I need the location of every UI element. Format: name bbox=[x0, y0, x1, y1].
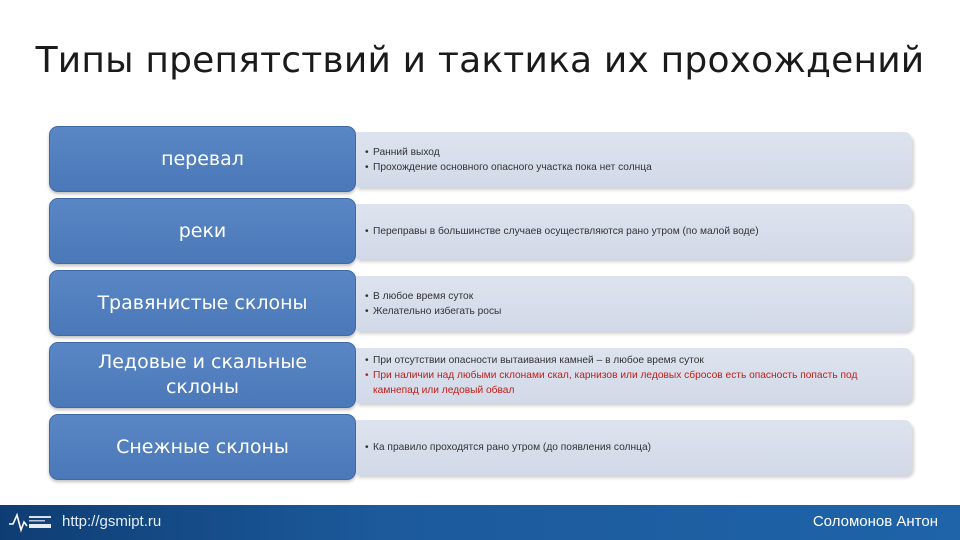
tactic-bullet: • В любое время суток bbox=[365, 289, 501, 304]
tactic-bullet: • При наличии над любыми склонами скал, карнизов или ледовых сбросов есть опасность попасть под камнепад или ледовый обвал bbox=[365, 368, 902, 398]
obstacle-label-box bbox=[49, 126, 356, 192]
tactics-box bbox=[356, 132, 912, 187]
tactics-list bbox=[365, 289, 501, 319]
obstacle-label: реки bbox=[178, 219, 227, 242]
slide-title: Типы препятствий и тактика их прохождений bbox=[35, 40, 925, 81]
tactics-box bbox=[356, 204, 912, 259]
obstacle-label: перевал bbox=[161, 147, 244, 170]
tactic-bullet: • Переправы в большинстве случаев осуществляются рано утром (по малой воде) bbox=[365, 224, 759, 239]
tactics-list bbox=[365, 353, 902, 398]
tactics-list bbox=[365, 224, 759, 239]
tactic-bullet: • Ранний выход bbox=[365, 145, 652, 160]
footer-bar bbox=[0, 505, 960, 540]
obstacle-label-box bbox=[49, 342, 356, 408]
tactics-list bbox=[365, 440, 651, 455]
obstacle-label-box bbox=[49, 198, 356, 264]
obstacle-label: Травянистые склоны bbox=[97, 291, 308, 314]
obstacle-label-box bbox=[49, 414, 356, 480]
obstacle-label: Снежные склоны bbox=[116, 435, 289, 458]
tactics-list bbox=[365, 145, 652, 175]
obstacle-label: Ледовые и скальные склоны bbox=[97, 351, 308, 398]
tactic-bullet: • Желательно избегать росы bbox=[365, 304, 501, 319]
tactic-bullet: • Прохождение основного опасного участка пока нет солнца bbox=[365, 160, 652, 175]
tactics-box bbox=[356, 348, 912, 403]
tactic-bullet: • Ка правило проходятся рано утром (до появления солнца) bbox=[365, 440, 651, 455]
tactic-bullet: • При отсутствии опасности вытаивания камней – в любое время суток bbox=[365, 353, 902, 368]
footer-link[interactable]: http://gsmipt.ru bbox=[62, 513, 162, 530]
tactics-box bbox=[356, 420, 912, 475]
author-name: Соломонов Антон bbox=[812, 513, 938, 530]
tactics-box bbox=[356, 276, 912, 331]
mipt-logo-icon bbox=[8, 511, 54, 533]
obstacle-label-box bbox=[49, 270, 356, 336]
